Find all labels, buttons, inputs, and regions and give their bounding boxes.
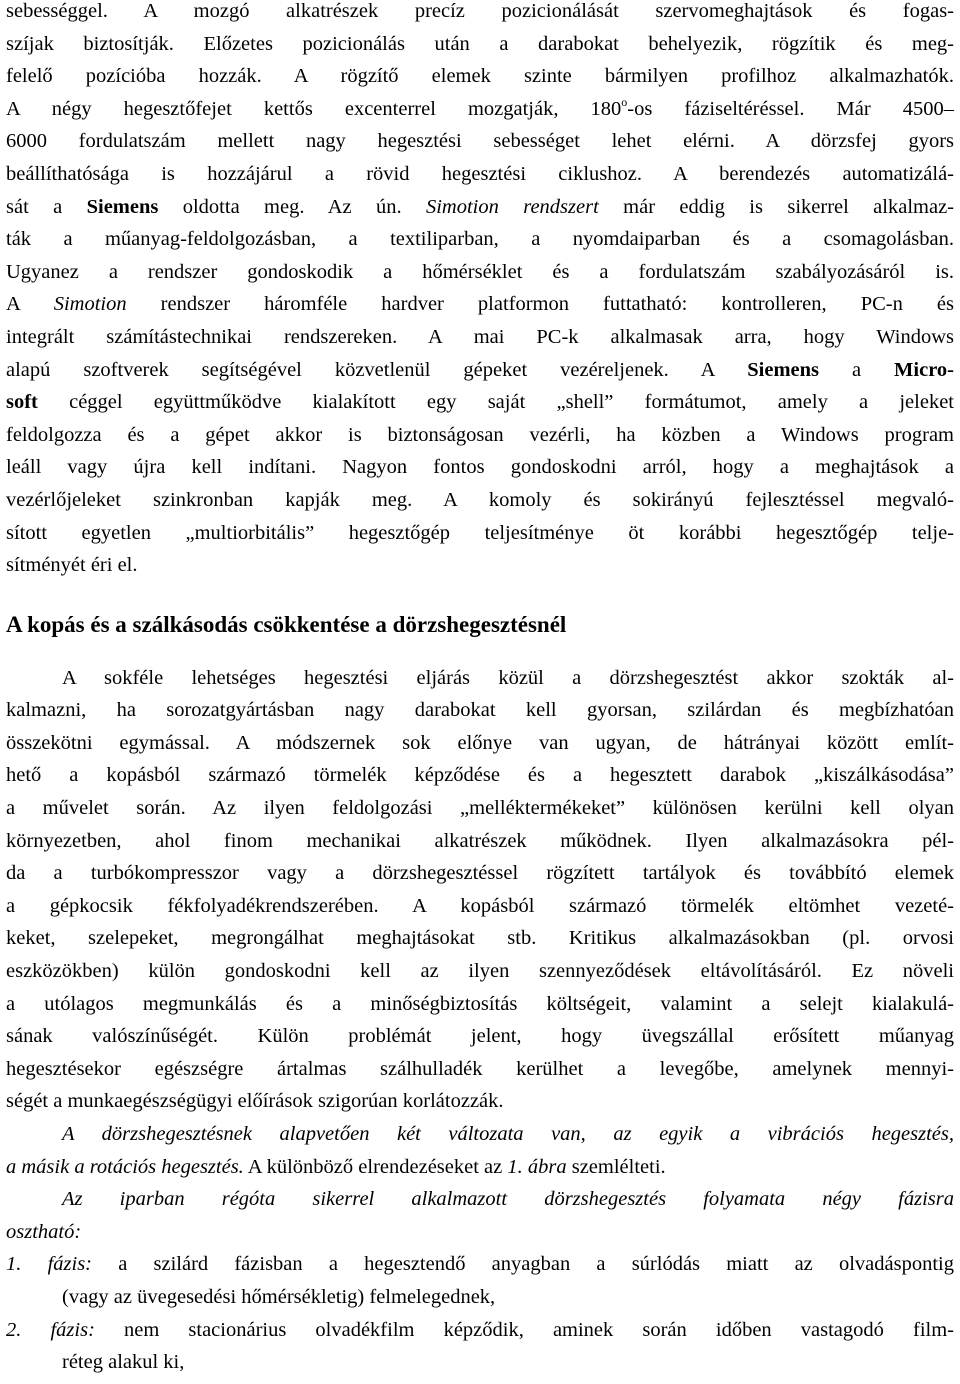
italic-run: osztható: (6, 1220, 82, 1243)
text-line: A sokféle lehetséges hegesztési eljárás közül a dörzshegesztést akkor szokták al- (62, 666, 954, 689)
text-line (6, 386, 954, 419)
body-paragraph-variants (6, 1118, 954, 1183)
text-run: A különböző elrendezéseket az (243, 1155, 508, 1178)
text-line: eszközökben) külön gondoskodni kell az ilyen szennyeződések eltávolításáról. Ez növeli (6, 960, 954, 983)
section-heading: A kopás és a szálkásodás csökkentése a dörzshegesztésnél (6, 611, 567, 637)
text-line: a utólagos megmunkálás és a minőségbiztosítás költségeit, valamint a selejt kialakulá- (6, 992, 954, 1015)
phase-item-1 (6, 1248, 954, 1281)
brand-name-microsoft: Micro- (894, 358, 954, 381)
text-run: nem stacionárius olvadékfilm képződik, aminek során időben vastagodó film- (94, 1318, 954, 1341)
text-run: már eddig is sikerrel alkalmaz- (598, 195, 954, 218)
text-line: 6000 fordulatszám mellett nagy hegesztési sebességet lehet elérni. A dörzsfej gyors (6, 130, 954, 153)
product-name-simotion: Simotion rendszert (425, 195, 599, 218)
text-line: beállíthatósága is hozzájárul a rövid hegesztési ciklushoz. A berendezés automatizálá- (6, 162, 954, 185)
text-line: keket, szelepeket, megrongálhat meghajtásokat stb. Kritikus alkalmazásokban (pl. orvosi (6, 927, 954, 950)
body-paragraph-continued (6, 0, 954, 582)
text-run: -os fáziseltéréssel. Már 4500– (627, 97, 954, 120)
text-line: kalmazni, ha sorozatgyártásban nagy darabokat kell gyorsan, szilárdan és megbízhatóan (6, 699, 954, 722)
text-line: leáll vagy újra kell indítani. Nagyon fontos gondoskodni arról, hogy a meghajtások a (6, 456, 954, 479)
phase-label: 2. fázis: (6, 1318, 95, 1341)
degree-superscript: o (621, 94, 628, 109)
text-run: szemlélteti. (566, 1155, 666, 1178)
text-line: vezérlőjeleket szinkronban kapják meg. A komoly és sokirányú fejlesztéssel megvaló- (6, 488, 954, 511)
text-run: céggel együttműködve kialakított egy saját „shell” formátumot, amely a jeleket (37, 391, 954, 414)
product-name-simotion: Simotion (53, 293, 127, 316)
text-line: környezetben, ahol finom mechanikai alkatrészek működnek. Ilyen alkalmazásokra pél- (6, 829, 954, 852)
text-run: rendszer háromféle hardver platformon futtatható: kontrolleren, PC-n és (126, 293, 954, 316)
text-run: sát a (6, 195, 87, 218)
text-line: a gépkocsik fékfolyadékrendszerében. A kopásból származó törmelék eltömhet vezeté- (6, 894, 954, 917)
text-line: hegesztésekor egészségre ártalmas szálhulladék kerülhet a levegőbe, amelynek mennyi- (6, 1057, 954, 1080)
body-paragraph (6, 662, 954, 1118)
phase-item-2-continued: réteg alakul ki, (62, 1351, 185, 1374)
text-line: felelő pozícióba hozzák. A rögzítő elemek szinte bármilyen profilhoz alkalmazhatók. (6, 65, 954, 88)
text-line: feldolgozza és a gépet akkor is biztonságosan vezérli, ha közben a Windows program (6, 423, 954, 446)
text-line: da a turbókompresszor vagy a dörzshegesztéssel rögzített tartályok és továbbító elemek (6, 862, 954, 885)
phase-list (6, 1248, 954, 1378)
text-line: integrált számítástechnikai rendszereken. A mai PC-k alkalmasak arra, hogy Windows (6, 325, 954, 348)
italic-run: Az iparban régóta sikerrel alkalmazott dörzshegesztés folyamata négy fázisra (62, 1188, 954, 1211)
text-run: alapú szoftverek segítségével közvetlenül gépeket vezéreljenek. A (6, 358, 748, 381)
text-run: A négy hegesztőfejet kettős excenterrel mozgatják, 180 (6, 97, 622, 120)
text-line: sított egyetlen „multiorbitális” hegesztőgép teljesítménye öt korábbi hegesztőgép telje- (6, 521, 954, 544)
italic-run: A dörzshegesztésnek alapvetően két változata van, az egyik a vibrációs hegesztés, (62, 1123, 954, 1145)
brand-name-microsoft: soft (6, 391, 38, 414)
phase-label: 1. fázis: (6, 1253, 92, 1276)
brand-name-siemens: Siemens (86, 195, 159, 218)
text-run: a szilárd fázisban a hegesztendő anyagban a súrlódás miatt az olvadáspontig (92, 1253, 954, 1276)
text-line: összekötni egymással. A módszernek sok előnye van ugyan, de hátrányai között említ- (6, 731, 954, 754)
text-line (6, 288, 954, 321)
text-line (6, 1118, 954, 1151)
text-run: oldotta meg. Az ún. (158, 195, 426, 218)
text-line (6, 191, 954, 224)
brand-name-siemens: Siemens (747, 358, 820, 381)
text-line: hető a kopásból származó törmelék képződése és a hegesztett darabok „kiszálkásodása” (6, 764, 954, 787)
text-line (6, 1151, 954, 1184)
text-line: sebességgel. A mozgó alkatrészek precíz pozicionálását szervomeghajtások és fogas- (6, 0, 954, 22)
text-line (6, 1183, 954, 1216)
text-line: ségét a munkaegészségügyi előírások szigorúan korlátozzák. (6, 1090, 504, 1113)
text-run: a (819, 358, 895, 381)
text-line: ták a műanyag-feldolgozásban, a textiliparban, a nyomdaiparban és a csomagolásban. (6, 228, 954, 251)
text-line (6, 354, 954, 387)
text-line: Ugyanez a rendszer gondoskodik a hőmérséklet és a fordulatszám szabályozásáról is. (6, 260, 954, 283)
text-line: sítményét éri el. (6, 554, 138, 577)
text-line: szíjak biztosítják. Előzetes pozicionálás után a darabokat behelyezik, rögzítik és meg- (6, 32, 954, 55)
text-line (6, 93, 954, 126)
text-line: sának valószínűségét. Külön problémát jelent, hogy üvegszállal erősített műanyag (6, 1025, 954, 1048)
text-line (6, 1216, 954, 1249)
text-line: a művelet során. Az ilyen feldolgozási „melléktermékeket” különösen kerülni kell olyan (6, 797, 954, 820)
text-run: A (6, 293, 54, 316)
body-paragraph-phases-intro (6, 1183, 954, 1248)
phase-item-2 (6, 1314, 954, 1347)
phase-item-1-continued: (vagy az üvegesedési hőmérsékletig) felmelegednek, (62, 1285, 496, 1308)
figure-reference: 1. ábra (507, 1155, 567, 1178)
italic-run: a másik a rotációs hegesztés. (6, 1155, 244, 1178)
